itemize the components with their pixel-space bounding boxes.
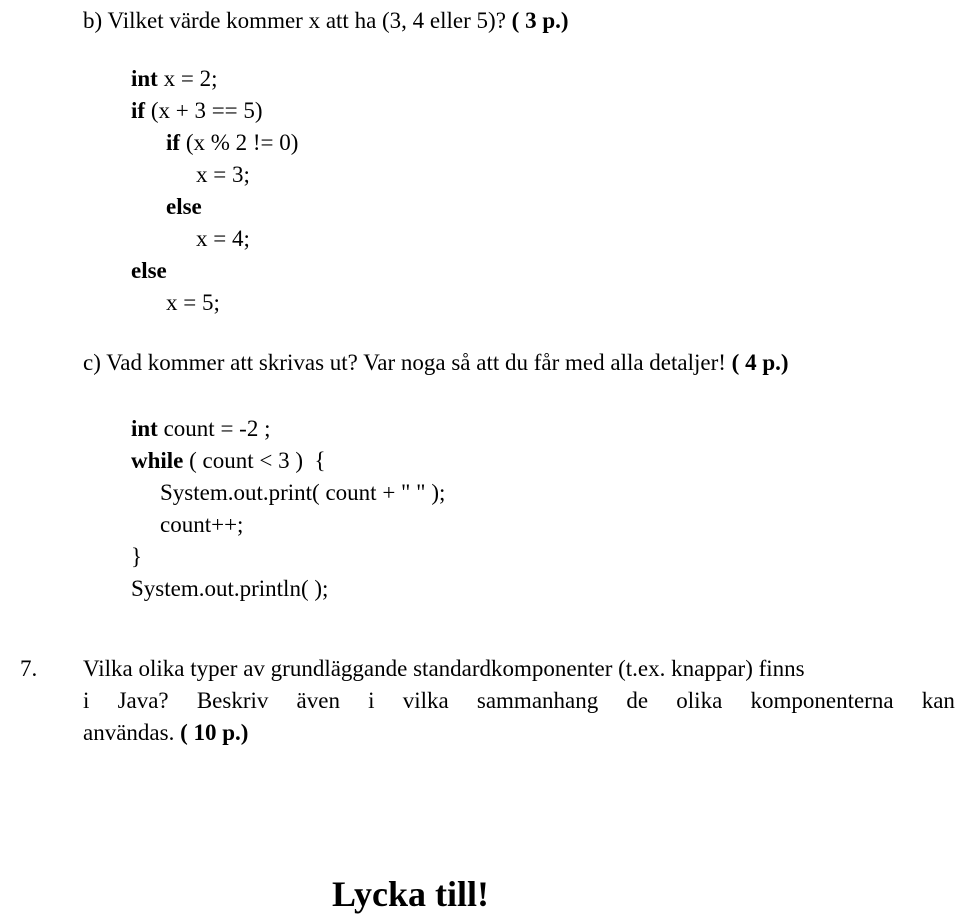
code-c-line-6: System.out.println( );	[131, 576, 329, 601]
word: sammanhang	[476, 688, 599, 713]
word: olika	[676, 688, 723, 713]
question-7-line-3: användas. ( 10 p.)	[83, 720, 249, 745]
code-b-line-4: x = 3;	[196, 162, 250, 187]
code-b-line-3: if (x % 2 != 0)	[166, 130, 299, 155]
code-b-line-1: int x = 2;	[131, 66, 218, 91]
code-b-line-7: else	[131, 258, 167, 283]
closing-title: Lycka till!	[332, 874, 490, 914]
question-c-text: c) Vad kommer att skrivas ut? Var noga så att du får med alla detaljer!	[83, 350, 732, 375]
question-7-points: ( 10 p.)	[180, 720, 249, 745]
question-c-points: ( 4 p.)	[731, 350, 789, 375]
code-c-line-3: System.out.print( count + " " );	[160, 480, 446, 505]
code-c-line-5: }	[131, 544, 143, 569]
code-b-line-2: if (x + 3 == 5)	[131, 98, 263, 123]
word: i	[368, 688, 375, 713]
word: Beskriv	[196, 688, 269, 713]
word: Java?	[117, 688, 169, 713]
word: vilka	[402, 688, 449, 713]
word: komponenterna	[750, 688, 894, 713]
code-b-line-8: x = 5;	[166, 290, 220, 315]
code-c-line-1: int count = -2 ;	[131, 416, 271, 441]
question-7-line-2	[83, 689, 955, 712]
question-c	[83, 351, 789, 374]
code-c-line-4: count++;	[160, 512, 244, 537]
question-b	[83, 9, 569, 32]
code-b-line-6: x = 4;	[196, 226, 250, 251]
question-b-text: b) Vilket värde kommer x att ha (3, 4 eller 5)?	[83, 8, 512, 33]
word: de	[626, 688, 649, 713]
question-b-points: ( 3 p.)	[511, 8, 569, 33]
code-b-line-5: else	[166, 194, 202, 219]
code-c-line-2: while ( count < 3 ) {	[131, 448, 326, 473]
question-7-number: 7.	[20, 656, 38, 681]
word: kan	[921, 688, 955, 713]
word: även	[296, 688, 340, 713]
word: i	[83, 688, 90, 713]
question-7-line-1: Vilka olika typer av grundläggande standardkomponenter (t.ex. knappar) finns	[83, 656, 805, 681]
